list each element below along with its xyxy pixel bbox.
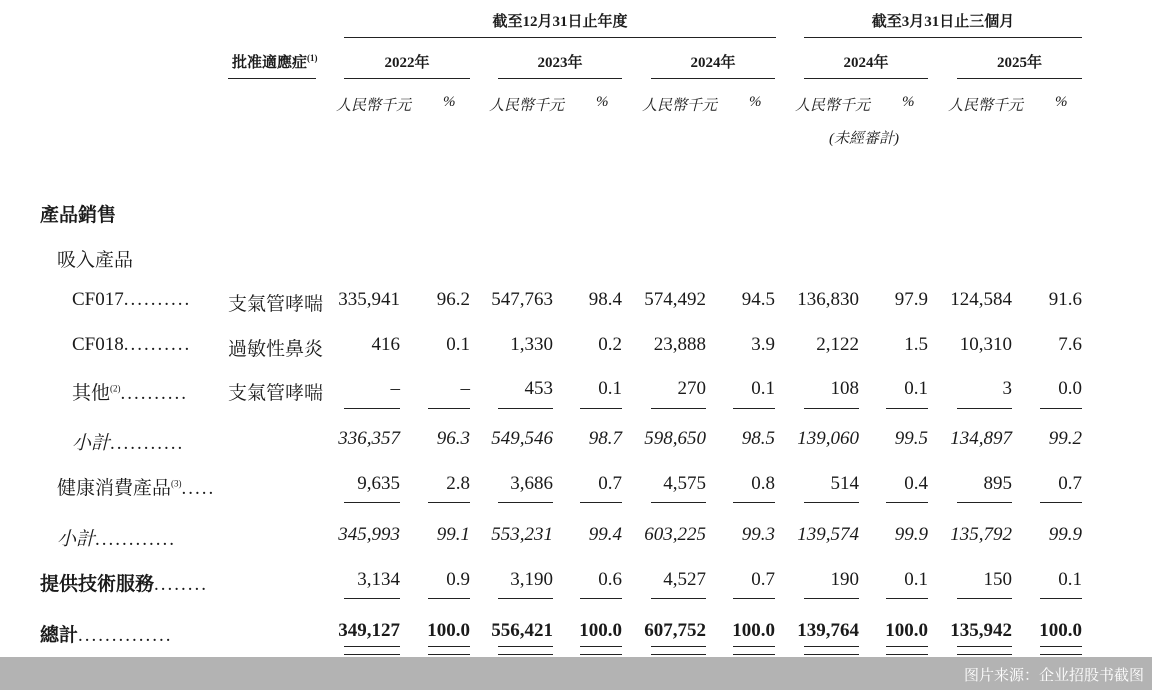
subtotal-rule [428,598,470,599]
cell-percent: 0.8 [751,473,775,494]
unit-rmb: 人民幣千元 [336,98,412,114]
year-header: 2024年 [843,55,889,71]
year-header: 2025年 [996,55,1042,71]
subtotal-rule [804,646,859,647]
cell-percent: 100.0 [885,620,928,641]
unit-rmb: 人民幣千元 [948,98,1024,114]
row-indication: 支氣管哮喘 [228,383,324,404]
cell-percent: 0.6 [598,569,622,590]
cell-amount: 139,574 [797,524,859,545]
subtotal-rule [344,598,400,599]
subtotal-rule [957,502,1012,503]
cell-amount: 547,763 [491,289,553,310]
subtotal-rule [1040,408,1082,409]
cell-amount: 9,635 [357,473,400,494]
cell-percent: 99.9 [1048,524,1082,545]
subtotal-rule [733,646,775,647]
cell-amount: 1,330 [510,334,553,355]
cell-percent: 99.5 [894,428,928,449]
cell-amount: 556,421 [491,620,553,641]
cell-percent: 98.4 [588,289,622,310]
cell-amount: 108 [830,378,859,399]
image-source-bar [0,657,1152,690]
cell-percent: 0.1 [904,569,928,590]
section-product-sales: 產品銷售 [40,205,117,226]
unit-pct: % [596,94,609,110]
cell-amount: 549,546 [491,428,553,449]
row-label: 小計............ [57,529,177,550]
subtotal-rule [344,646,400,647]
unit-rmb: 人民幣千元 [795,98,871,114]
cell-amount: 3,190 [510,569,553,590]
cell-amount: 3,686 [510,473,553,494]
subtotal-rule [804,598,859,599]
cell-amount: 3,134 [357,569,400,590]
cell-amount: 514 [830,473,859,494]
unit-pct: % [1055,94,1068,110]
cell-amount: 4,527 [663,569,706,590]
subtotal-rule [886,408,928,409]
cell-amount: 2,122 [816,334,859,355]
cell-percent: 96.3 [436,428,470,449]
subtotal-rule [498,598,553,599]
row-label: 小計........... [72,433,185,454]
cell-amount: 895 [983,473,1012,494]
cell-percent: 99.1 [436,524,470,545]
cell-amount: 453 [524,378,553,399]
year-underline [498,78,622,79]
row-label: CF018.......... [72,334,192,355]
cell-percent: 0.2 [598,334,622,355]
cell-amount: 124,584 [950,289,1012,310]
subtotal-rule [651,646,706,647]
cell-percent: 0.1 [751,378,775,399]
cell-percent: 7.6 [1058,334,1082,355]
year-header: 2022年 [384,55,430,71]
unit-pct: % [902,94,915,110]
subtotal-rule [804,502,859,503]
image-source-text: 图片来源：企业招股书截图 [963,666,1144,684]
subtotal-rule [428,646,470,647]
subtotal-rule [957,408,1012,409]
cell-percent: 100.0 [427,620,470,641]
group-header-three-months: 截至3月31日止三個月 [871,14,1015,30]
subtotal-rule [733,598,775,599]
year-header: 2024年 [690,55,736,71]
cell-percent: 99.4 [588,524,622,545]
indication-column-header: 批准適應症$^{(1)}$ [232,53,318,71]
subtotal-rule [498,408,553,409]
subtotal-rule [651,598,706,599]
cell-percent: 98.5 [741,428,775,449]
cell-percent: 0.7 [1058,473,1082,494]
year-header: 2023年 [537,55,583,71]
cell-percent: 99.3 [741,524,775,545]
cell-amount: 139,764 [797,620,859,641]
row-label: CF017.......... [72,289,192,310]
subtotal-rule [580,598,622,599]
cell-percent: 0.1 [446,334,470,355]
cell-amount: 134,897 [950,428,1012,449]
cell-percent: 100.0 [579,620,622,641]
subtotal-rule [344,408,400,409]
cell-percent: 100.0 [1039,620,1082,641]
cell-percent: 96.2 [436,289,470,310]
cell-amount: 345,993 [338,524,400,545]
cell-percent: 1.5 [904,334,928,355]
cell-amount: 135,792 [950,524,1012,545]
cell-percent: 2.8 [446,473,470,494]
subtotal-rule [804,408,859,409]
subtotal-rule [886,646,928,647]
cell-percent: 94.5 [741,289,775,310]
cell-percent: 0.9 [446,569,470,590]
cell-percent: 0.1 [1058,569,1082,590]
cell-amount: 135,942 [950,620,1012,641]
subtotal-rule [580,646,622,647]
year-underline [957,78,1082,79]
unit-pct: % [443,94,456,110]
subtotal-rule [733,502,775,503]
row-label: 提供技術服務........ [40,574,209,595]
row-indication: 支氣管哮喘 [228,294,324,315]
cell-amount: 553,231 [491,524,553,545]
unit-rmb: 人民幣千元 [489,98,565,114]
cell-amount: 335,941 [338,289,400,310]
cell-percent: 0.4 [904,473,928,494]
subtotal-rule [428,502,470,503]
cell-percent: 97.9 [894,289,928,310]
unaudited-note: (未經審計) [829,131,899,147]
cell-percent: 91.6 [1048,289,1082,310]
cell-percent: 98.7 [588,428,622,449]
cell-amount: 23,888 [653,334,706,355]
subtotal-rule [957,598,1012,599]
year-underline [651,78,775,79]
subtotal-rule [1040,646,1082,647]
cell-amount: 139,060 [797,428,859,449]
cell-amount: – [390,378,400,399]
row-label: 總計.............. [40,625,173,646]
group-underline-fy [344,37,776,38]
cell-percent: 0.0 [1058,378,1082,399]
cell-percent: 100.0 [732,620,775,641]
cell-amount: 4,575 [663,473,706,494]
cell-percent: 0.7 [598,473,622,494]
subtotal-rule [1040,598,1082,599]
cell-percent: 3.9 [751,334,775,355]
row-label: 健康消費產品$^{(3)}$..... [57,478,216,499]
cell-amount: 598,650 [644,428,706,449]
subtotal-rule [344,502,400,503]
cell-amount: 603,225 [644,524,706,545]
cell-amount: 136,830 [797,289,859,310]
subtotal-rule [580,502,622,503]
subtotal-rule [651,502,706,503]
cell-percent: 0.1 [904,378,928,399]
unit-rmb: 人民幣千元 [642,98,718,114]
subtotal-rule [428,408,470,409]
cell-amount: 336,357 [338,428,400,449]
subtotal-rule [651,408,706,409]
cell-amount: 10,310 [959,334,1012,355]
subsection-inhaled-products: 吸入產品 [57,250,134,271]
subtotal-rule [1040,502,1082,503]
group-underline-3m [804,37,1082,38]
subtotal-rule [498,502,553,503]
subtotal-rule [957,646,1012,647]
cell-percent: – [460,378,470,399]
year-underline [804,78,928,79]
group-header-fiscal-year: 截至12月31日止年度 [492,14,628,30]
row-label: 其他$^{(2)}$.......... [72,383,189,404]
subtotal-rule [580,408,622,409]
cell-amount: 416 [371,334,400,355]
cell-percent: 0.7 [751,569,775,590]
subtotal-rule [886,502,928,503]
year-underline [344,78,470,79]
indication-underline [228,78,316,79]
cell-percent: 99.2 [1048,428,1082,449]
cell-amount: 349,127 [338,620,400,641]
subtotal-rule [733,408,775,409]
cell-amount: 3 [1002,378,1012,399]
cell-amount: 190 [830,569,859,590]
cell-amount: 150 [983,569,1012,590]
cell-percent: 0.1 [598,378,622,399]
cell-amount: 270 [677,378,706,399]
row-indication: 過敏性鼻炎 [228,339,324,360]
unit-pct: % [749,94,762,110]
subtotal-rule [886,598,928,599]
subtotal-rule [498,646,553,647]
cell-amount: 607,752 [644,620,706,641]
cell-amount: 574,492 [644,289,706,310]
cell-percent: 99.9 [894,524,928,545]
